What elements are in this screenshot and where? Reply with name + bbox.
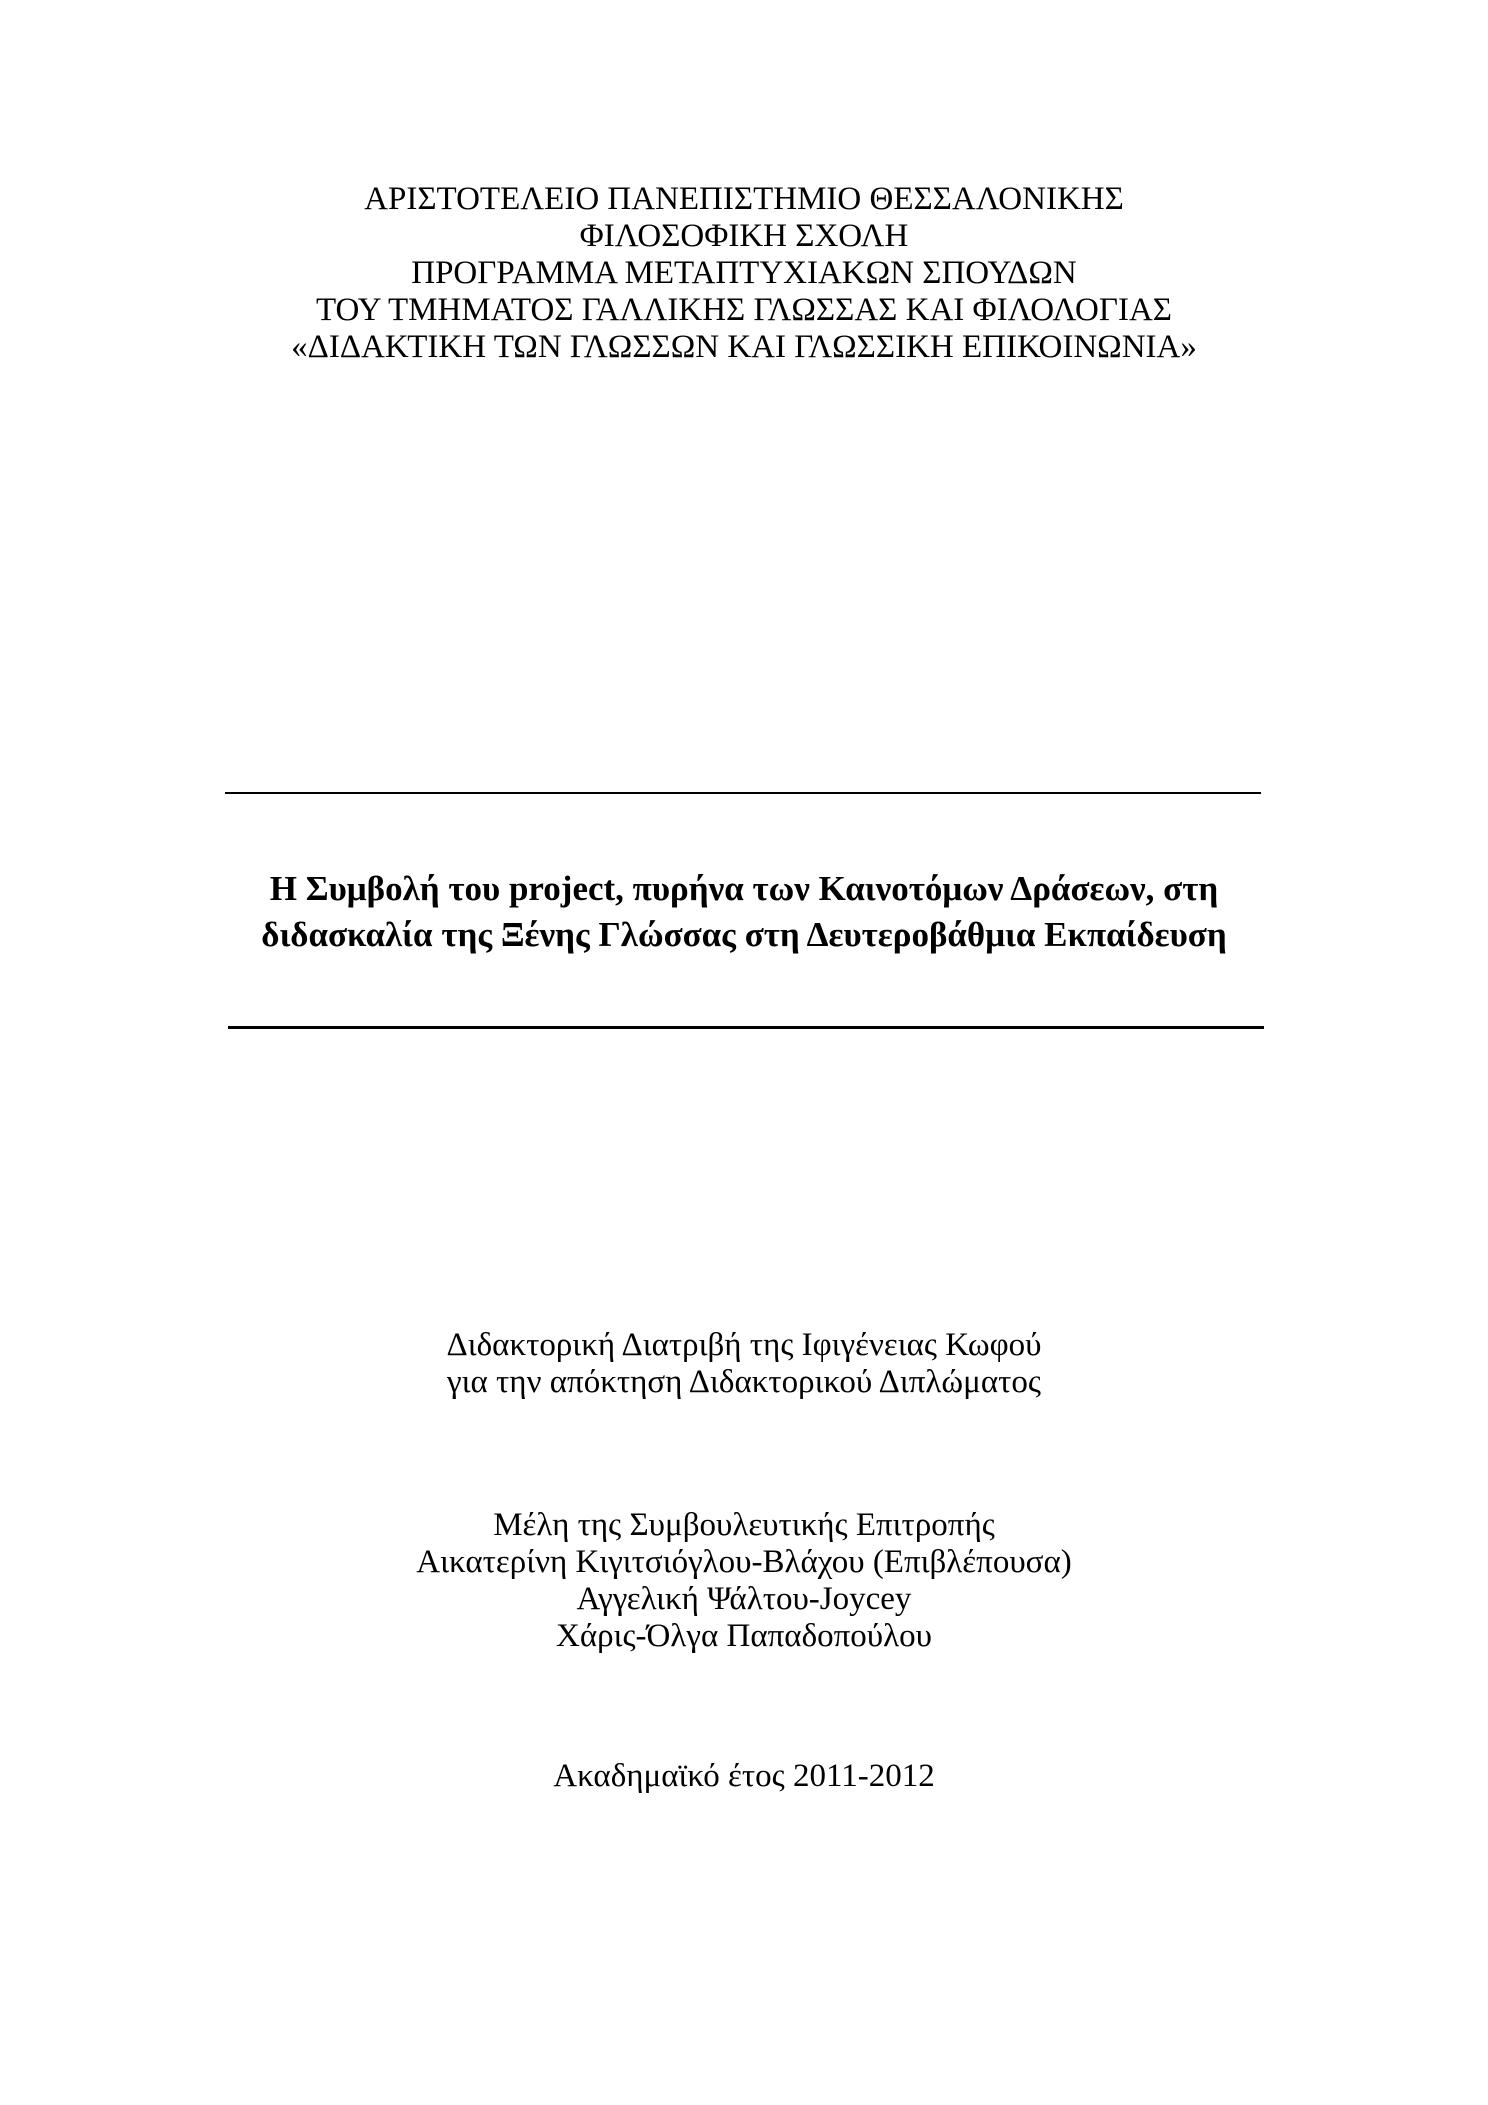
committee-member: Αγγελική Ψάλτου-Joycey <box>576 1581 912 1617</box>
university-name: ΑΡΙΣΤΟΤΕΛΕΙΟ ΠΑΝΕΠΙΣΤΗΜΙΟ ΘΕΣΣΑΛΟΝΙΚΗΣ <box>364 181 1124 217</box>
advisory-committee <box>0 1507 1488 1655</box>
author-statement <box>0 1327 1488 1401</box>
thesis-title-line: Η Συμβολή του project, πυρήνα των Καινοτόμων Δράσεων, στη <box>269 869 1219 908</box>
institution-header <box>0 181 1488 366</box>
department-name: ΤΟΥ ΤΜΗΜΑΤΟΣ ΓΑΛΛΙΚΗΣ ΓΛΩΣΣΑΣ ΚΑΙ ΦΙΛΟΛΟΓΙΑΣ <box>316 292 1172 328</box>
thesis-title <box>0 866 1488 958</box>
committee-member: Αικατερίνη Κιγιτσιόγλου-Βλάχου (Επιβλέπουσα) <box>416 1544 1072 1580</box>
committee-member: Χάρις-Όλγα Παπαδοπούλου <box>556 1618 932 1654</box>
program-title: «ΔΙΔΑΚΤΙΚΗ ΤΩΝ ΓΛΩΣΣΩΝ ΚΑΙ ΓΛΩΣΣΙΚΗ ΕΠΙΚΟΙΝΩΝΙΑ» <box>291 329 1197 365</box>
faculty-name: ΦΙΛΟΣΟΦΙΚΗ ΣΧΟΛΗ <box>579 218 909 254</box>
program-name: ΠΡΟΓΡΑΜΜΑ ΜΕΤΑΠΤΥΧΙΑΚΩΝ ΣΠΟΥΔΩΝ <box>411 255 1077 291</box>
academic-year-text: Ακαδημαϊκό έτος 2011-2012 <box>553 1758 935 1794</box>
thesis-title-line: διδασκαλία της Ξένης Γλώσσας στη Δευτεροβάθμια Εκπαίδευση <box>261 915 1227 954</box>
title-divider-bottom <box>228 1026 1264 1029</box>
committee-heading: Μέλη της Συμβουλευτικής Επιτροπής <box>493 1507 995 1543</box>
title-divider-top <box>225 792 1261 794</box>
academic-year <box>0 1758 1488 1795</box>
author-line: Διδακτορική Διατριβή της Ιφιγένειας Κωφού <box>446 1327 1042 1363</box>
degree-line: για την απόκτηση Διδακτορικού Διπλώματος <box>447 1364 1041 1400</box>
